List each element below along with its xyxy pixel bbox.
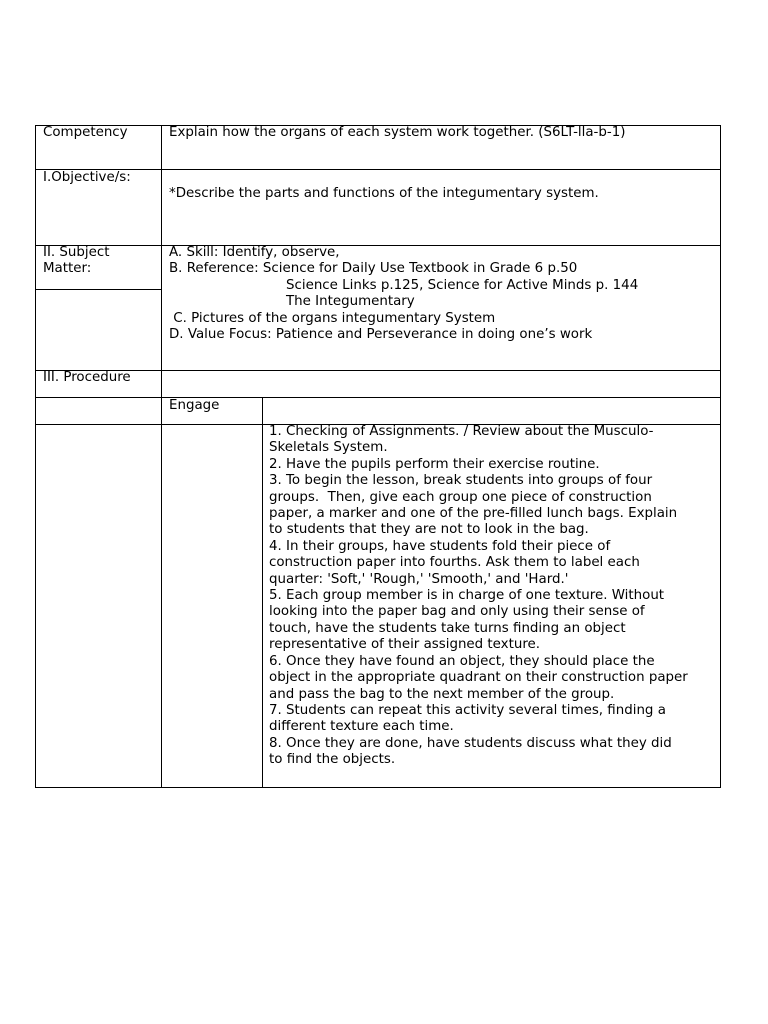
table-column-rule <box>262 397 263 788</box>
engage-step-line: 2. Have the pupils perform their exercise routine. <box>269 456 600 472</box>
engage-step-line: touch, have the students take turns finding an object <box>269 620 626 636</box>
competency-value: Explain how the organs of each system work together. (S6LT-lla-b-1) <box>169 125 626 140</box>
engage-step-line: quarter: 'Soft,' 'Rough,' 'Smooth,' and 'Hard.' <box>269 571 569 587</box>
subject-matter-line: Science Links p.125, Science for Active Minds p. 144 <box>286 277 639 293</box>
objective-label: I.Objective/s: <box>43 170 131 185</box>
competency-label: Competency <box>43 125 128 140</box>
engage-step-line: 5. Each group member is in charge of one texture. Without <box>269 588 665 604</box>
engage-step-line: construction paper into fourths. Ask them to label each <box>269 555 640 571</box>
engage-step-line: 6. Once they have found an object, they should place the <box>269 653 655 669</box>
table-border-left <box>35 125 36 788</box>
engage-step-line: representative of their assigned texture. <box>269 637 541 653</box>
table-rule <box>35 370 721 371</box>
engage-step-line: 7. Students can repeat this activity several times, finding a <box>269 702 666 718</box>
table-rule <box>35 289 162 290</box>
table-rule <box>35 169 721 170</box>
subject-matter-line: D. Value Focus: Patience and Perseverance in doing one’s work <box>169 327 593 343</box>
engage-step-line: 3. To begin the lesson, break students into groups of four <box>269 473 653 489</box>
engage-steps <box>269 424 688 769</box>
engage-step-line: to students that they are not to look in the bag. <box>269 522 589 538</box>
engage-step-line: paper, a marker and one of the pre-filled lunch bags. Explain <box>269 506 678 522</box>
procedure-label: III. Procedure <box>43 370 131 385</box>
table-column-rule <box>161 125 162 788</box>
engage-step-line: groups. Then, give each group one piece of construction <box>269 489 652 505</box>
engage-step-line: 8. Once they are done, have students discuss what they did <box>269 735 672 751</box>
engage-step-line: different texture each time. <box>269 719 454 735</box>
engage-step-line: object in the appropriate quadrant on their construction paper <box>269 670 688 686</box>
subject-matter-line: A. Skill: Identify, observe, <box>169 245 340 260</box>
engage-step-line: and pass the bag to the next member of the group. <box>269 686 615 702</box>
engage-step-line: 1. Checking of Assignments. / Review about the Musculo- <box>269 424 654 439</box>
objective-value: *Describe the parts and functions of the integumentary system. <box>169 186 599 201</box>
subject-matter-label-line: II. Subject <box>43 245 110 260</box>
engage-label: Engage <box>169 398 220 413</box>
table-rule <box>35 397 721 398</box>
subject-matter-label-line: Matter: <box>43 261 92 277</box>
engage-step-line: 4. In their groups, have students fold their piece of <box>269 538 611 554</box>
table-border-bottom <box>35 787 721 788</box>
subject-matter-line: C. Pictures of the organs integumentary System <box>169 310 496 326</box>
engage-step-line: Skeletals System. <box>269 440 388 456</box>
table-border-right <box>720 125 721 788</box>
subject-matter-line: B. Reference: Science for Daily Use Textbook in Grade 6 p.50 <box>169 261 578 277</box>
engage-step-line: to find the objects. <box>269 752 396 768</box>
subject-matter-label <box>43 245 109 278</box>
subject-matter-content <box>169 245 638 343</box>
engage-step-line: looking into the paper bag and only using their sense of <box>269 604 645 620</box>
subject-matter-line: The Integumentary <box>286 294 415 310</box>
